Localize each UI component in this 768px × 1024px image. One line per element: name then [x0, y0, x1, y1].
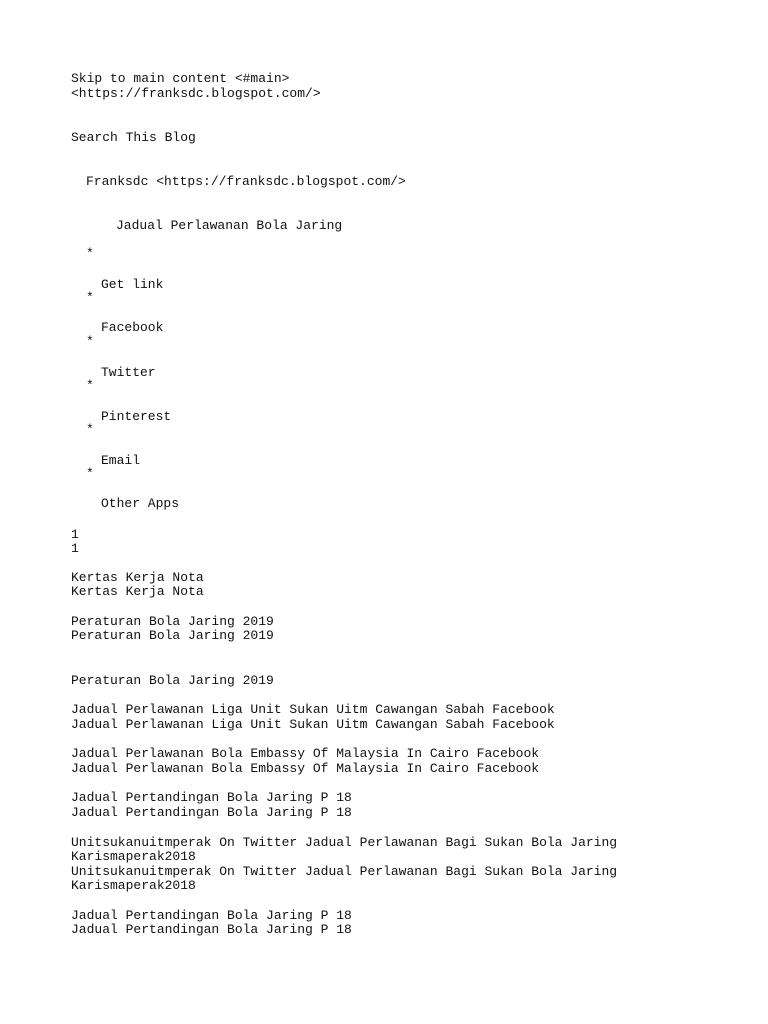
content-item-caption: Jadual Pertandingan Bola Jaring P 18 — [71, 805, 352, 820]
content-item-link[interactable]: Unitsukanuitmperak On Twitter Jadual Perlawanan Bagi Sukan Bola Jaring — [71, 835, 618, 850]
share-pinterest[interactable]: Pinterest — [101, 409, 172, 424]
share-get-link[interactable]: Get link — [101, 277, 164, 292]
home-url-link[interactable]: <https://franksdc.blogspot.com/> — [71, 86, 321, 101]
share-bullet: * — [86, 466, 94, 481]
content-item-caption: Jadual Perlawanan Bola Embassy Of Malaysia In Cairo Facebook — [71, 761, 540, 776]
content-item-link[interactable]: Jadual Perlawanan Liga Unit Sukan Uitm Cawangan Sabah Facebook — [71, 702, 555, 717]
share-twitter[interactable]: Twitter — [101, 365, 156, 380]
content-item-caption: Jadual Pertandingan Bola Jaring P 18 — [71, 922, 352, 937]
share-email[interactable]: Email — [101, 453, 141, 468]
counter-2: 1 — [71, 541, 79, 556]
share-other-apps[interactable]: Other Apps — [101, 496, 180, 511]
share-bullet: * — [86, 246, 94, 261]
share-bullet: * — [86, 334, 94, 349]
share-facebook[interactable]: Facebook — [101, 320, 164, 335]
counter-1: 1 — [71, 527, 79, 542]
share-bullet: * — [86, 290, 94, 305]
skip-to-main-link[interactable]: Skip to main content <#main> — [71, 71, 290, 86]
content-item-link[interactable]: Jadual Pertandingan Bola Jaring P 18 — [71, 790, 352, 805]
content-item-link[interactable]: Kertas Kerja Nota — [71, 570, 204, 585]
section-heading: Peraturan Bola Jaring 2019 — [71, 673, 274, 688]
content-item-caption: Jadual Perlawanan Liga Unit Sukan Uitm Cawangan Sabah Facebook — [71, 717, 555, 732]
content-item-link[interactable]: Jadual Perlawanan Bola Embassy Of Malaysia In Cairo Facebook — [71, 746, 540, 761]
share-bullet: * — [86, 378, 94, 393]
content-item-link-continued[interactable]: Karismaperak2018 — [71, 849, 196, 864]
content-item-caption: Kertas Kerja Nota — [71, 584, 204, 599]
blog-title-link[interactable]: Franksdc <https://franksdc.blogspot.com/> — [86, 174, 406, 189]
share-bullet: * — [86, 422, 94, 437]
content-item-link[interactable]: Peraturan Bola Jaring 2019 — [71, 614, 274, 629]
post-title: Jadual Perlawanan Bola Jaring — [116, 218, 343, 233]
content-item-caption-continued: Karismaperak2018 — [71, 878, 196, 893]
content-item-caption: Peraturan Bola Jaring 2019 — [71, 628, 274, 643]
search-this-blog-label: Search This Blog — [71, 130, 196, 145]
content-item-link[interactable]: Jadual Pertandingan Bola Jaring P 18 — [71, 908, 352, 923]
content-item-caption: Unitsukanuitmperak On Twitter Jadual Perlawanan Bagi Sukan Bola Jaring — [71, 864, 618, 879]
